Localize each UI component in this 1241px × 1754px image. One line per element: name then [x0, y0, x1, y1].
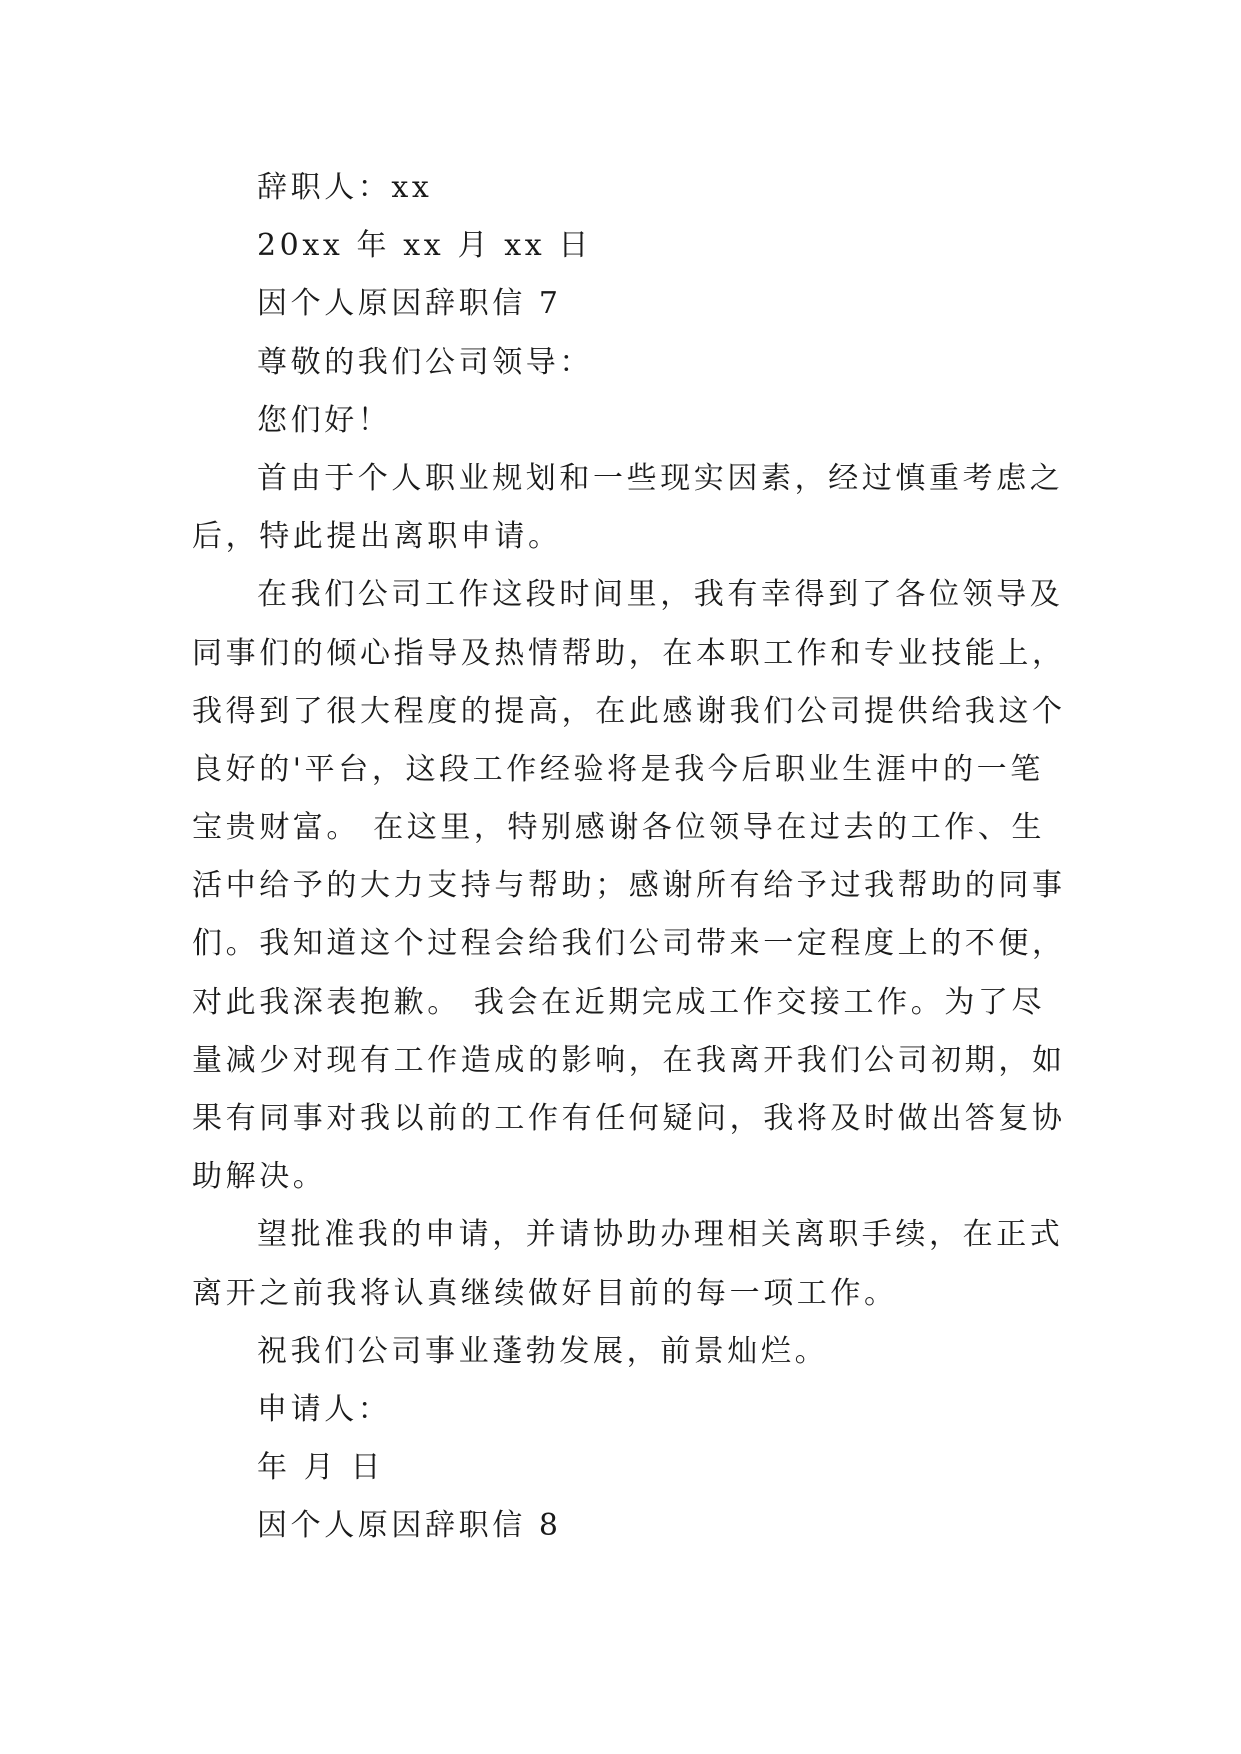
text-line: 助解决。	[192, 1159, 327, 1195]
greeting	[192, 392, 1092, 450]
text-line: 申请人：	[257, 1391, 392, 1427]
text-line: 首由于个人职业规划和一些现实因素，经过慎重考虑之	[257, 460, 1064, 496]
text-line: 祝我们公司事业蓬勃发展，前景灿烂。	[257, 1333, 829, 1369]
body-paragraph	[192, 450, 1092, 566]
text-line: 20xx 年 xx 月 xx 日	[257, 228, 592, 264]
text-line: 望批准我的申请，并请协助办理相关离职手续，在正式	[257, 1217, 1064, 1253]
text-line: 因个人原因辞职信 7	[257, 286, 562, 322]
text-line: 活中给予的大力支持与帮助；感谢所有给予过我帮助的同事	[192, 868, 1066, 904]
applicant-signature	[192, 1381, 1092, 1439]
document-body	[192, 159, 1092, 1556]
date-line	[192, 217, 1092, 275]
body-paragraph	[192, 1206, 1092, 1322]
salutation	[192, 334, 1092, 392]
text-line: 良好的'平台，这段工作经验将是我今后职业生涯中的一笔	[192, 751, 1044, 787]
text-line: 辞职人：xx	[257, 170, 433, 205]
body-paragraph	[192, 566, 1092, 1206]
text-line: 年 月 日	[257, 1450, 385, 1486]
text-line: 因个人原因辞职信 8	[257, 1508, 562, 1544]
signature-date	[192, 1439, 1092, 1497]
text-line: 您们好！	[257, 402, 392, 438]
text-line: 宝贵财富。 在这里，特别感谢各位领导在过去的工作、生	[192, 810, 1046, 846]
closing-wish	[192, 1323, 1092, 1381]
next-letter-title	[192, 1497, 1092, 1555]
text-line: 在我们公司工作这段时间里，我有幸得到了各位领导及	[257, 577, 1064, 613]
resigner-line	[192, 159, 1092, 217]
text-line: 对此我深表抱歉。 我会在近期完成工作交接工作。为了尽	[192, 984, 1046, 1020]
text-line: 我得到了很大程度的提高，在此感谢我们公司提供给我这个	[192, 693, 1066, 729]
letter-title	[192, 275, 1092, 333]
text-line: 量减少对现有工作造成的影响，在我离开我们公司初期，如	[192, 1042, 1066, 1078]
text-line: 离开之前我将认真继续做好目前的每一项工作。	[192, 1275, 898, 1311]
text-line: 尊敬的我们公司领导：	[257, 344, 593, 380]
text-line: 同事们的倾心指导及热情帮助，在本职工作和专业技能上，	[192, 635, 1066, 671]
text-line: 果有同事对我以前的工作有任何疑问，我将及时做出答复协	[192, 1101, 1066, 1136]
text-line: 后，特此提出离职申请。	[192, 519, 562, 555]
text-line: 们。我知道这个过程会给我们公司带来一定程度上的不便，	[192, 926, 1066, 962]
